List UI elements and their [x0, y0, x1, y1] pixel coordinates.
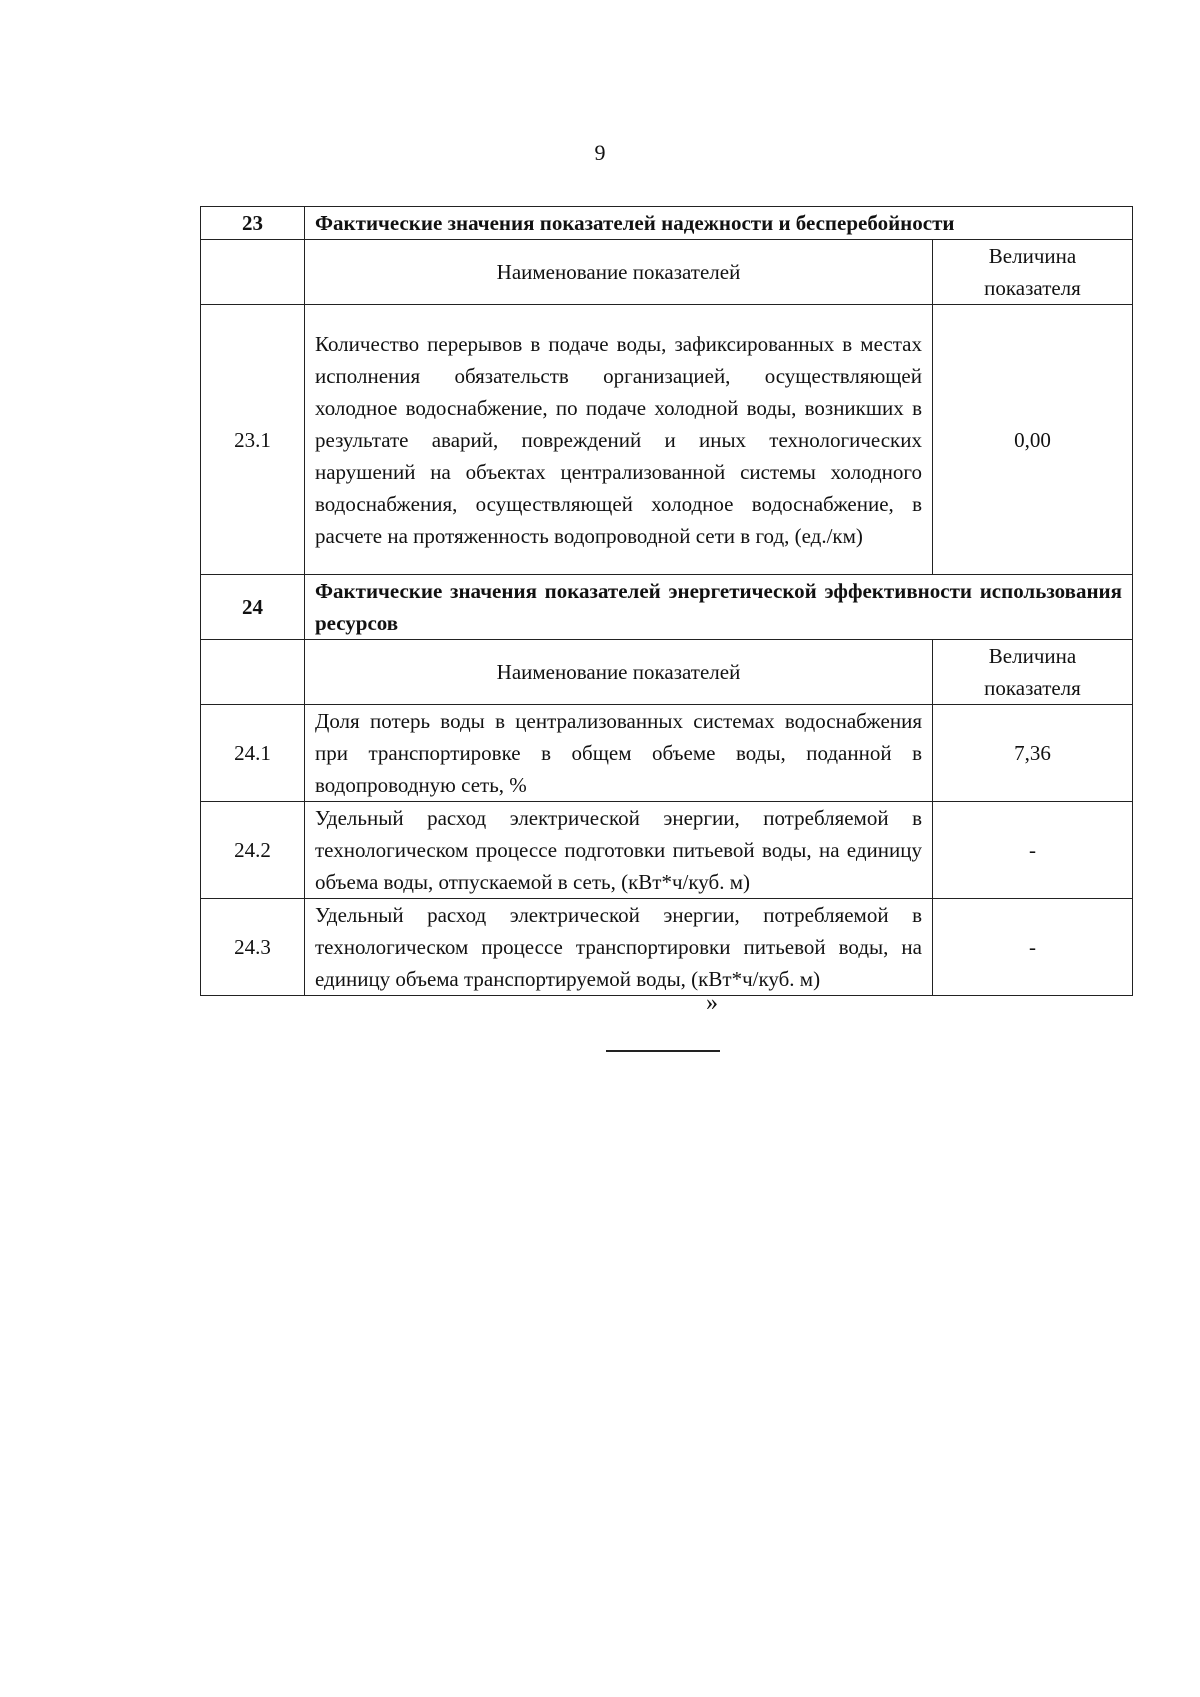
column-header-value: Величина показателя [933, 640, 1133, 705]
row-number: 23.1 [201, 305, 305, 575]
table-row [201, 705, 1133, 802]
row-value: 0,00 [933, 305, 1133, 575]
row-value: 7,36 [933, 705, 1133, 802]
page-number: 9 [594, 140, 606, 165]
row-description: Доля потерь воды в централизованных системах водоснабжения при транспортировке в общем объеме воды, поданной в водопроводную сеть, % [305, 705, 933, 802]
section-title: Фактические значения показателей надежности и бесперебойности [305, 207, 1133, 240]
row-number: 24.2 [201, 802, 305, 899]
empty-cell [201, 640, 305, 705]
empty-cell [201, 240, 305, 305]
section-title: Фактические значения показателей энергетической эффективности использования ресурсов [305, 575, 1133, 640]
column-header-value: Величина показателя [933, 240, 1133, 305]
row-description: Количество перерывов в подаче воды, зафиксированных в местах исполнения обязательств организацией, осуществляющей холодное водоснабжение, по подаче холодной воды, возникших в результате аварий, повреждений и иных технологических нарушений на объектах централизованной системы холодного водоснабжения, осуществляющей холодное водоснабжение, в расчете на протяженность водопроводной сети в год, (ед./км) [305, 305, 933, 575]
table-row [201, 802, 1133, 899]
column-header-name: Наименование показателей [305, 640, 933, 705]
column-header-row [201, 240, 1133, 305]
row-number: 24.3 [201, 899, 305, 996]
section-title-row [201, 575, 1133, 640]
end-rule [606, 1050, 720, 1052]
column-header-name: Наименование показателей [305, 240, 933, 305]
row-number: 24.1 [201, 705, 305, 802]
indicators-table [200, 206, 1133, 996]
section-title-row [201, 207, 1133, 240]
row-description: Удельный расход электрической энергии, потребляемой в технологическом процессе подготовки питьевой воды, на единицу объема воды, отпускаемой в сеть, (кВт*ч/куб. м) [305, 802, 933, 899]
section-number: 24 [201, 575, 305, 640]
table-row [201, 305, 1133, 575]
row-value: - [933, 802, 1133, 899]
row-description: Удельный расход электрической энергии, потребляемой в технологическом процессе транспортировки питьевой воды, на единицу объема транспортируемой воды, (кВт*ч/куб. м) [305, 899, 933, 996]
closing-quote-mark: » [706, 990, 718, 1016]
column-header-row [201, 640, 1133, 705]
row-value: - [933, 899, 1133, 996]
section-number: 23 [201, 207, 305, 240]
table-row [201, 899, 1133, 996]
